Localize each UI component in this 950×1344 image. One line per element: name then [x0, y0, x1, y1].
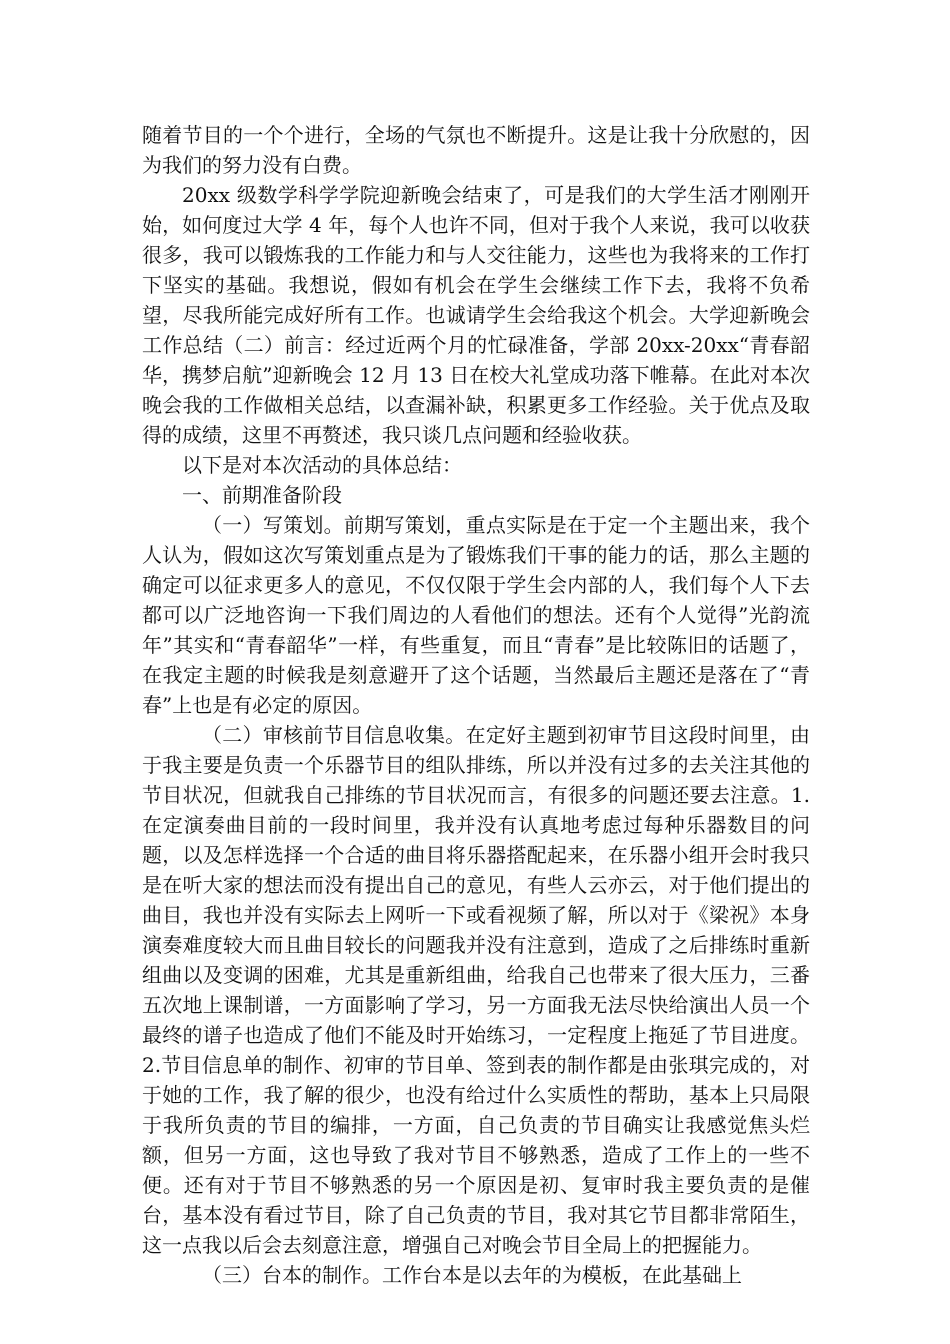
paragraph: 20xx 级数学科学学院迎新晚会结束了，可是我们的大学生活才刚刚开始，如何度过大学 4 年，每个人也许不同，但对于我个人来说，我可以收获很多，我可以锻炼我的工作能力和与人交往能力，这些也为我将来的工作打下坚实的基础。我想说，假如有机会在学生会继续工作下去，我将不负希望，尽我所能完成好所有工作。也诚请学生会给我这个机会。大学迎新晚会工作总结（二）前言：经过近两个月的忙碌准备，学部 20xx-20xx“青春韶华，携梦启航”迎新晚会 12 月 13 日在校大礼堂成功落下帷幕。在此对本次晚会我的工作做相关总结，以查漏补缺，积累更多工作经验。关于优点及取得的成绩，这里不再赘述，我只谈几点问题和经验收获。 — [142, 183, 810, 447]
section-heading: 一、前期准备阶段 — [182, 483, 342, 507]
paragraph: 随着节目的一个个进行，全场的气氛也不断提升。这是让我十分欣慰的，因为我们的努力没有白费。 — [142, 123, 810, 177]
document-body — [142, 120, 810, 1290]
paragraph: （二）审核前节目信息收集。在定好主题到初审节目这段时间里，由于我主要是负责一个乐器节目的组队排练，所以并没有过多的去关注其他的节目状况，但就我自己排练的节目状况而言，有很多的问题还要去注意。1.在定演奏曲目前的一段时间里，我并没有认真地考虑过每种乐器数目的问题，以及怎样选择一个合适的曲目将乐器搭配起来，在乐器小组开会时我只是在听大家的想法而没有提出自己的意见，有些人云亦云，对于他们提出的曲目，我也并没有实际去上网听一下或看视频了解，所以对于《梁祝》本身演奏难度较大而且曲目较长的问题我并没有注意到，造成了之后排练时重新组曲以及变调的困难，尤其是重新组曲，给我自己也带来了很大压力，三番五次地上课制谱，一方面影响了学习，另一方面我无法尽快给演出人员一个最终的谱子也造成了他们不能及时开始练习，一定程度上拖延了节目进度。2.节目信息单的制作、初审的节目单、签到表的制作都是由张琪完成的，对于她的工作，我了解的很少，也没有给过什么实质性的帮助，基本上只局限于我所负责的节目的编排，一方面，自己负责的节目确实让我感觉焦头烂额，但另一方面，这也导致了我对节目不够熟悉，造成了工作上的一些不便。还有对于节目不够熟悉的另一个原因是初、复审时我主要负责的是催台，基本没有看过节目，除了自己负责的节目，我对其它节目都非常陌生，这一点我以后会去刻意注意，增强自己对晚会节目全局上的把握能力。 — [142, 723, 810, 1257]
paragraph: 以下是对本次活动的具体总结： — [182, 453, 462, 477]
paragraph: （三）台本的制作。工作台本是以去年的为模板，在此基础上 — [202, 1263, 742, 1287]
paragraph: （一）写策划。前期写策划，重点实际是在于定一个主题出来，我个人认为，假如这次写策划重点是为了锻炼我们干事的能力的话，那么主题的确定可以征求更多人的意见，不仅仅限于学生会内部的人，我们每个人下去都可以广泛地咨询一下我们周边的人看他们的想法。还有个人觉得”光韵流年”其实和“青春韶华”一样，有些重复，而且“青春”是比较陈旧的话题了，在我定主题的时候我是刻意避开了这个话题，当然最后主题还是落在了“青春”上也是有必定的原因。 — [142, 513, 810, 717]
